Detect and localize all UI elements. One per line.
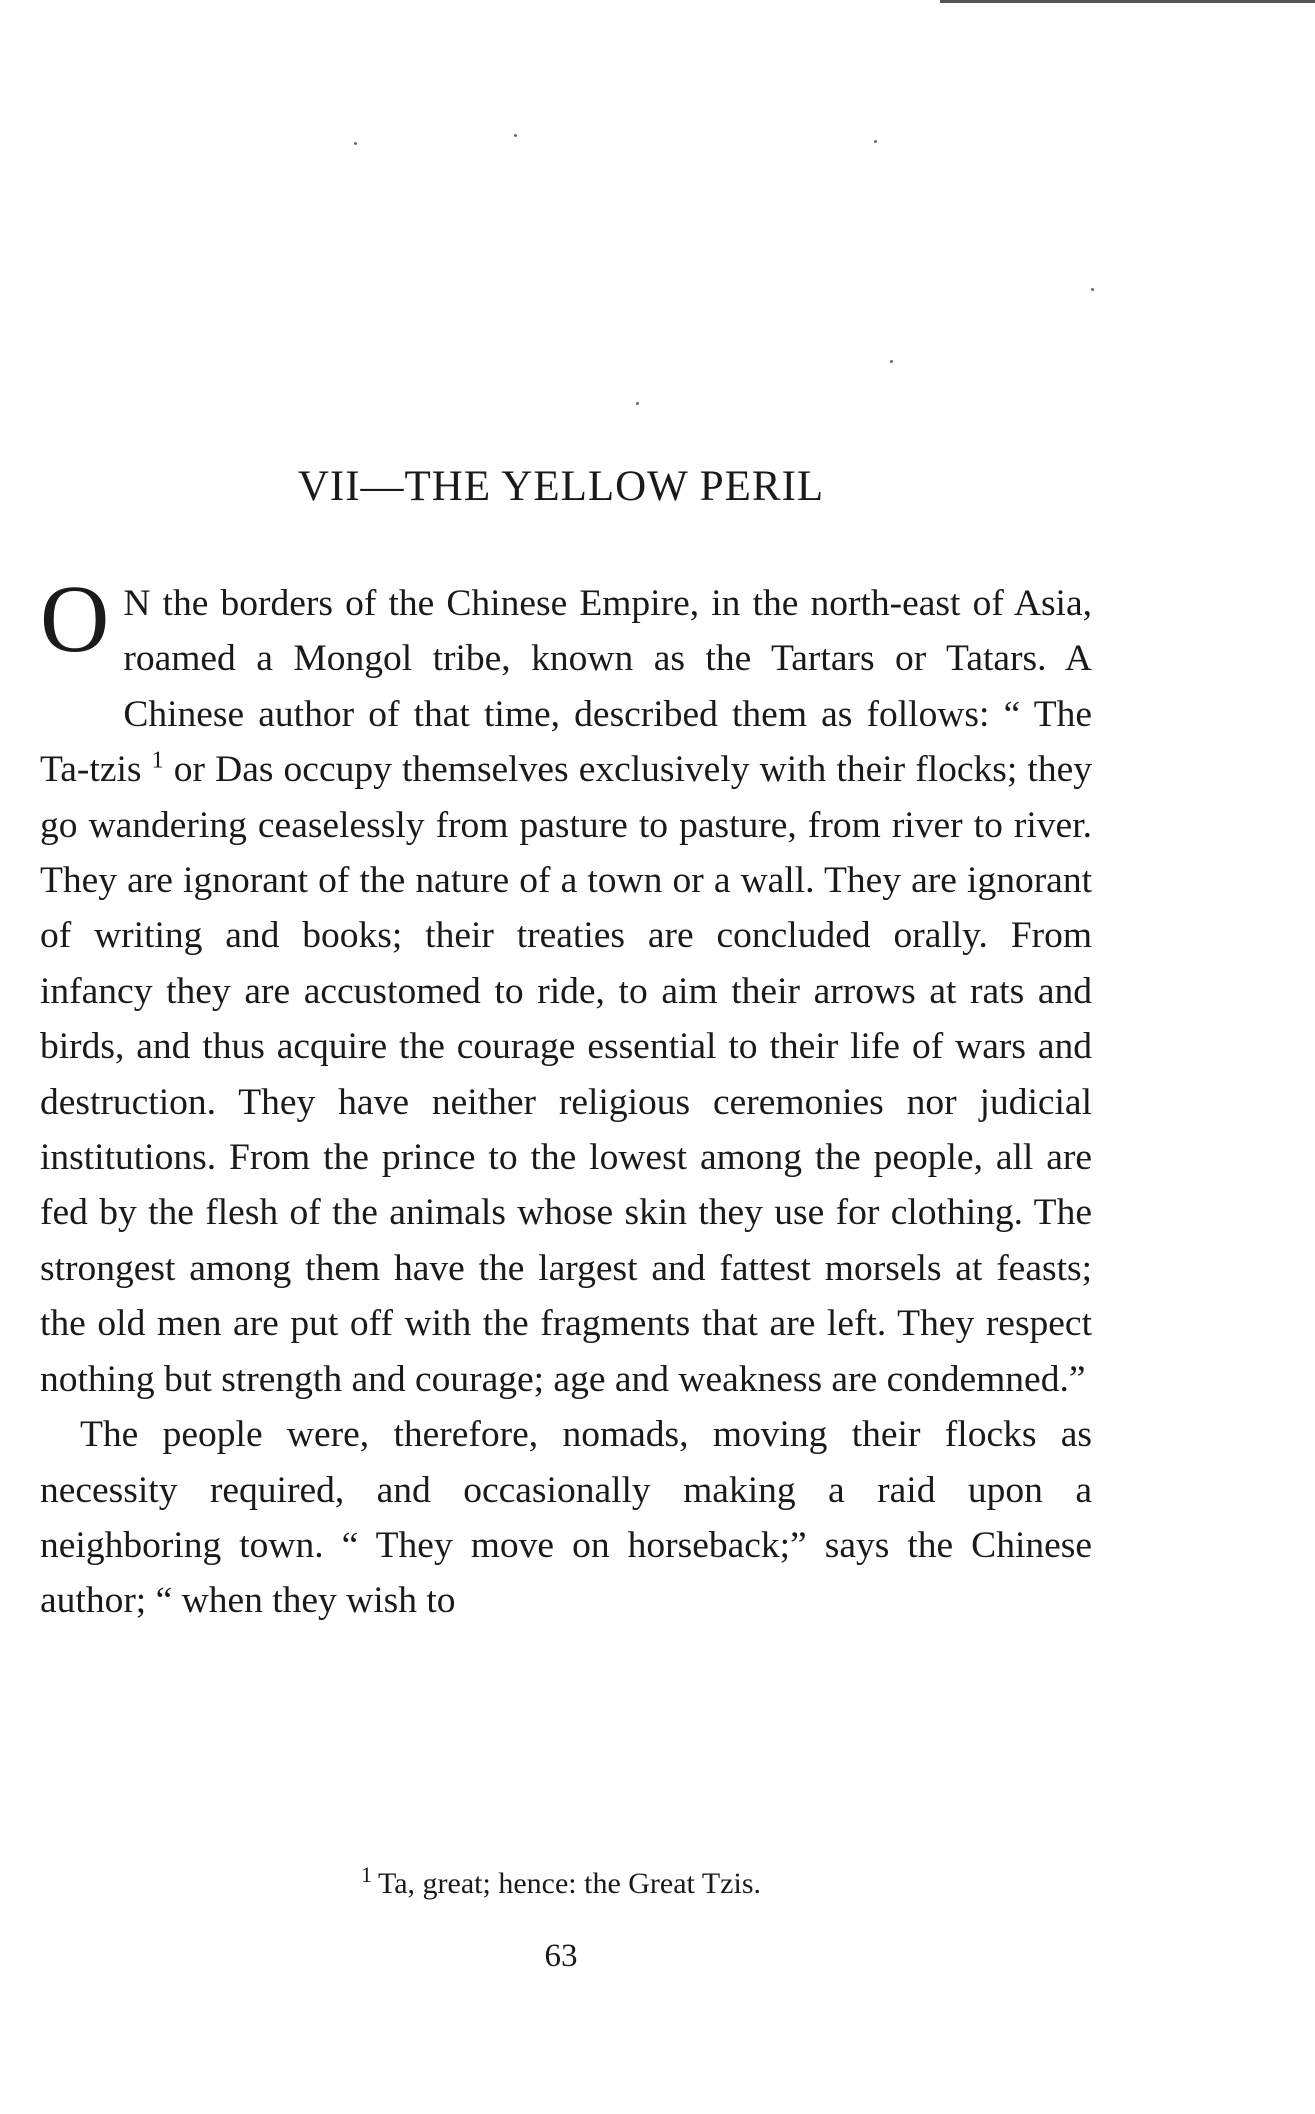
paper-speck bbox=[354, 142, 357, 145]
footnote-text: Ta, great; hence: the Great Tzis. bbox=[378, 1867, 761, 1900]
paragraph-2: The people were, therefore, nomads, moving their flocks as necessity required, and occasionally making a raid upon a neighboring town. “ They move on horseback;” says the Chinese author; “ when they wish to bbox=[40, 1414, 1092, 1622]
paper-speck bbox=[1091, 288, 1094, 291]
top-edge-rule bbox=[940, 0, 1315, 3]
page-number: 63 bbox=[544, 1938, 578, 1974]
paragraph-1 bbox=[40, 565, 1092, 1407]
paper-speck bbox=[890, 360, 893, 363]
chapter-title: VII—THE YELLOW PERIL bbox=[297, 463, 825, 510]
paper-speck bbox=[636, 402, 639, 405]
paper-speck bbox=[514, 134, 517, 137]
drop-cap: O bbox=[40, 565, 110, 672]
footnote bbox=[0, 1862, 1122, 1901]
footnote-mark: 1 bbox=[361, 1862, 372, 1887]
paper-speck bbox=[874, 140, 877, 143]
paragraph-1-text-b: or Das occupy themselves exclusively with their flocks; they go wandering ceaselessly from pasture to pasture, from river to river. They are ignorant of the nature of a town or a wall. They are ignorant of writing and books; their treaties are concluded orally. From infancy they are accustomed to ride, to aim their arrows at rats and birds, and thus acquire the courage essential to their life of wars and destruction. They have neither religious ceremonies nor judicial institutions. From the prince to the lowest among the people, all are fed by the flesh of the animals whose skin they use for clothing. The strongest among them have the largest and fattest morsels at feasts; the old men are put off with the fragments that are left. They respect nothing but strength and courage; age and weakness are condemned.” bbox=[40, 749, 1092, 1400]
body-text bbox=[40, 565, 1092, 1629]
paragraph-1-text-a: N the borders of the Chinese Empire, in the north-east of Asia, roamed a Mongol tribe, known as the Tartars or Tatars. A Chinese author of that time, described them as follows: “ The Ta-tzis bbox=[40, 583, 1092, 791]
footnote-reference: 1 bbox=[151, 747, 164, 774]
